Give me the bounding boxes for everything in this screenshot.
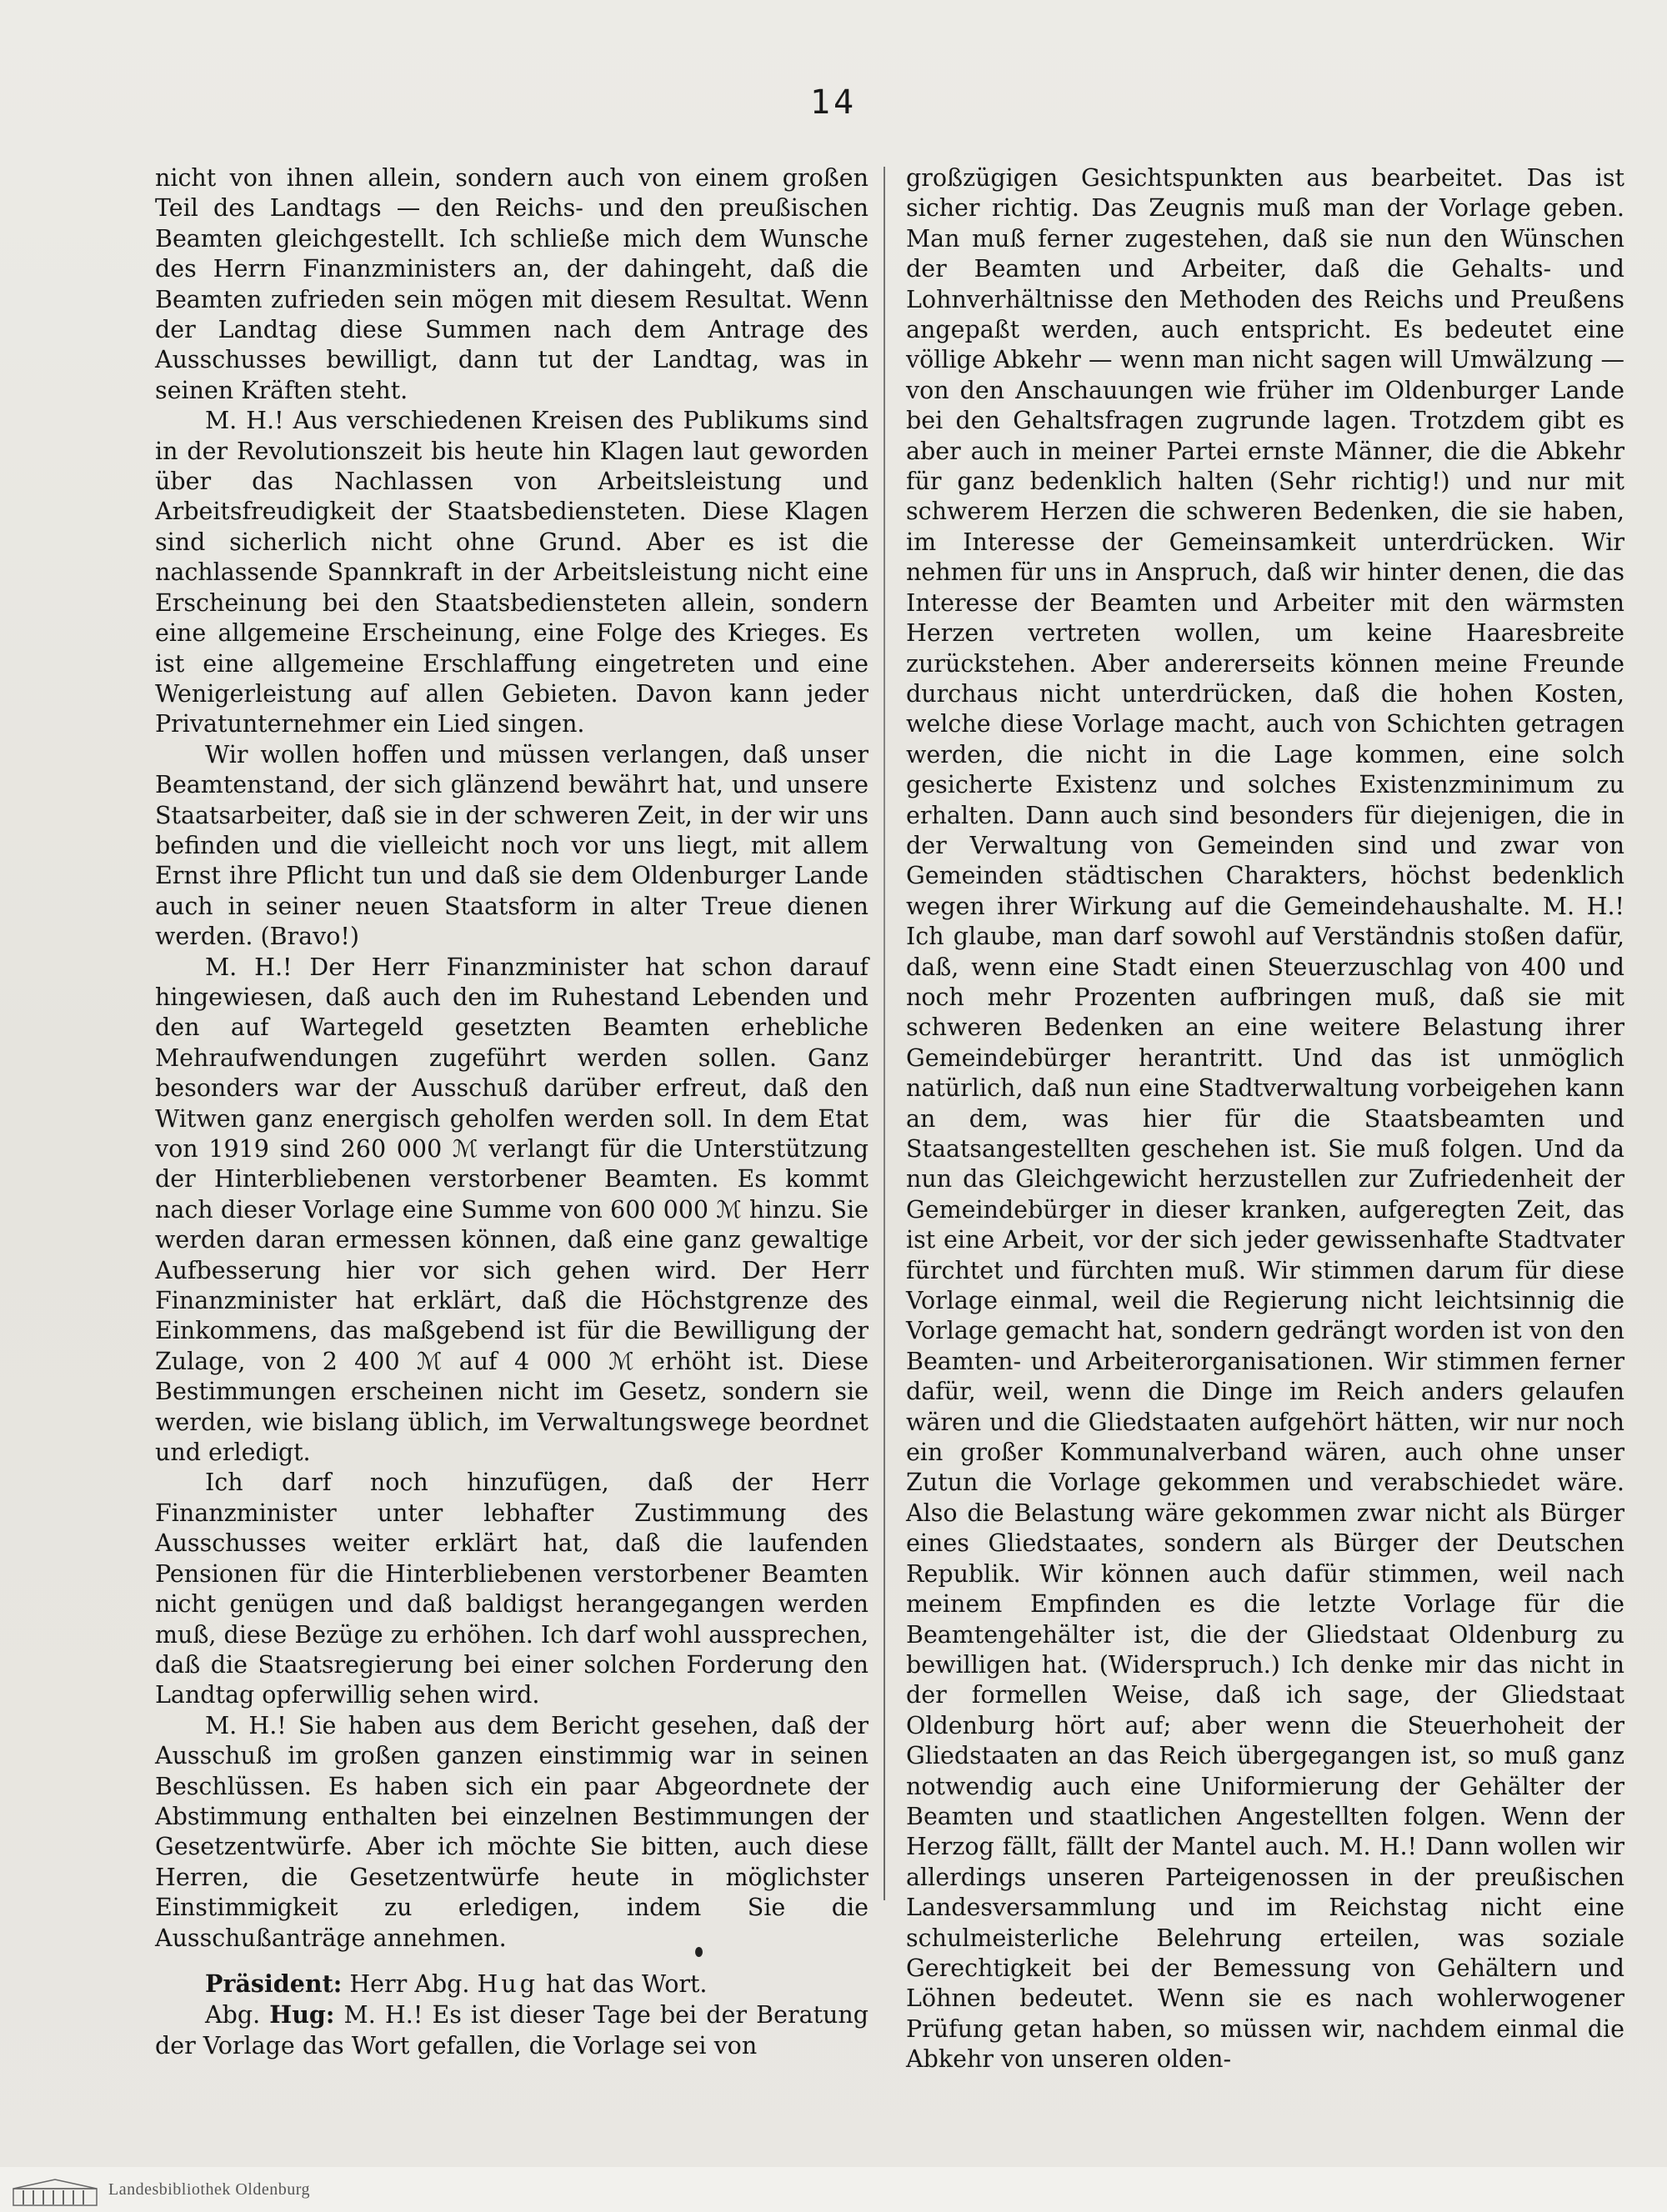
president-text-before: Herr Abg. [342,1969,478,1998]
left-paragraph-4: M. H.! Der Herr Finanzminister hat schon darauf hingewiesen, daß auch den im Ruhestand Lebenden und den auf Wartegeld gesetzten Beamten erhebliche Mehraufwendungen zugeführt werden sollen. Ganz besonders war der Ausschuß darüber erfreut, daß den Witwen ganz energisch geholfen werden soll. In dem Etat von 1919 sind 260 000 ℳ verlangt für die Unterstützung der Hinterbliebenen verstorbener Beamten. Es kommt nach dieser Vorlage eine Summe von 600 000 ℳ hinzu. Sie werden daran ermessen können, daß eine ganz gewaltige Aufbesserung hier vor sich gehen wird. Der Herr Finanzminister hat erklärt, daß die Höchstgrenze des Einkommens, das maßgebend ist für die Bewilligung der Zulage, von 2 400 ℳ auf 4 000 ℳ erhöht ist. Diese Bestimmungen erscheinen nicht im Gesetz, sondern sie werden, wie bislang üblich, im Verwaltungswege beordnet und erledigt. [155,953,869,1467]
column-divider [884,167,885,1900]
president-text-after: hat das Wort. [538,1969,708,1998]
left-paragraph-6: M. H.! Sie haben aus dem Bericht gesehen, daß der Ausschuß im großen ganzen einstimmig war in seinen Beschlüssen. Es haben sich ein paar Abgeordnete der Abstimmung enthalten bei einzelnen Bestimmungen der Gesetzentwürfe. Aber ich möchte Sie bitten, auch diese Herren, die Gesetzentwürfe heute in möglichster Einstimmigkeit zu erledigen, indem Sie die Ausschußanträge annehmen. [155,1711,869,1952]
left-paragraph-3: Wir wollen hoffen und müssen verlangen, daß unser Beamtenstand, der sich glänzend bewährt hat, und unsere Staatsarbeiter, daß sie in der schweren Zeit, in der wir uns befinden und die vielleicht noch vor uns liegt, mit allem Ernst ihre Pflicht tun und daß sie dem Oldenburger Lande auch in seiner neuen Staatsform in alter Treue dienen werden. (Bravo!) [155,740,869,951]
hug-statement [155,1999,869,2061]
hug-text: M. H.! Es ist dieser Tage bei der Beratung der Vorlage das Wort gefallen, die Vorlage sei von [155,2001,869,2059]
hug-speaker-label: Hug: [269,2000,335,2029]
left-column [155,163,869,2061]
right-paragraph-1: großzügigen Gesichtspunkten aus bearbeitet. Das ist sicher richtig. Das Zeugnis muß man der Vorlage geben. Man muß ferner zugestehen, daß sie nun den Wünschen der Beamten und Arbeiter, daß die Gehalts- und Lohnverhältnisse den Methoden des Reichs und Preußens angepaßt werden, auch entspricht. Es bedeutet eine völlige Abkehr — wenn man nicht sagen will Umwälzung — von den Anschauungen wie früher im Oldenburger Lande bei den Gehaltsfragen zugrunde lagen. Trotzdem gibt es aber auch in meiner Partei ernste Männer, die die Abkehr für ganz bedenklich halten (Sehr richtig!) und nur mit schwerem Herzen die schweren Bedenken, die sie haben, im Interesse der Gemeinsamkeit unterdrücken. Wir nehmen für uns in Anspruch, daß wir hinter denen, die das Interesse der Beamten und Arbeiter mit den wärmsten Herzen vertreten wollen, um keine Haaresbreite zurückstehen. Aber andererseits können meine Freunde durchaus nicht unterdrücken, daß die hohen Kosten, welche diese Vorlage macht, auch von Schichten getragen werden, die nicht in die Lage kommen, eine solch gesicherte Existenz und solches Existenzminimum zu erhalten. Dann auch sind besonders für diejenigen, die in der Verwaltung von Gemeinden sind und zwar von Gemeinden städtischen Charakters, höchst bedenklich wegen ihrer Wirkung auf die Gemeindehaushalte. M. H.! Ich glaube, man darf sowohl auf Verständnis stoßen dafür, daß, wenn eine Stadt einen Steuerzuschlag von 400 und noch mehr Prozenten aufbringen muß, daß sie mit schweren Bedenken an eine weitere Belastung ihrer Gemeindebürger herantritt. Und das ist unmöglich natürlich, daß nun eine Stadtverwaltung vorbeigehen kann an dem, was hier für die Staatsbeamten und Staatsangestellten geschehen ist. Sie muß folgen. Und da nun das Gleichgewicht herzustellen zur Zufriedenheit der Gemeindebürger in dieser kranken, aufgeregten Zeit, das ist eine Arbeit, vor der sich jeder gewissenhafte Stadtvater fürchtet und fürchten muß. Wir stimmen darum für diese Vorlage einmal, weil die Regierung nicht leichtsinnig die Vorlage gemacht hat, sondern gedrängt worden ist von den Beamten- und Arbeiterorganisationen. Wir stimmen ferner dafür, weil, wenn die Dinge im Reich anders gelaufen wären und die Gliedstaaten aufgehört hätten, wir nur noch ein großer Kommunalverband wären, auch ohne unser Zutun die Vorlage gekommen und verabschiedet wäre. Also die Belastung wäre gekommen zwar nicht als Bürger eines Gliedstaates, sondern als Bürger der Deutschen Republik. Wir können auch dafür stimmen, weil nach meinem Empfinden es die letzte Vorlage für die Beamtengehälter ist, die der Gliedstaat Oldenburg zu bewilligen hat. (Widerspruch.) Ich denke mir das nicht in der formellen Weise, daß ich sage, der Gliedstaat Oldenburg hört auf; aber wenn die Steuerhoheit der Gliedstaaten an das Reich übergegangen ist, so muß ganz notwendig auch eine Uniformierung der Gehälter der Beamten und staatlichen Angestellten folgen. Wenn der Herzog fällt, fällt der Mantel auch. M. H.! Dann wollen wir allerdings unseren Parteigenossen in der preußischen Landesversammlung und im Reichstag nicht eine schulmeisterliche Belehrung erteilen, was soziale Gerechtigkeit bei der Bemessung von Gehältern und Löhnen bedeutet. Wenn sie es nach wohlerwogener Prüfung getan haben, so müssen wir, nachdem einmal die Abkehr von unseren olden- [906,164,1624,2074]
footer-bar [0,2167,1667,2212]
page-number: 14 [809,83,858,122]
president-speaker-label: Präsident: [205,1969,343,1998]
left-paragraph-1: nicht von ihnen allein, sondern auch von einem großen Teil des Landtags — den Reichs- und den preußischen Beamten gleichgestellt. Ich schließe mich dem Wunsche des Herrn Finanzministers an, der dahingeht, daß die Beamten zufrieden sein mögen mit diesem Resultat. Wenn der Landtag diese Summen nach dem Antrage des Ausschusses bewilligt, dann tut der Landtag, was in seinen Kräften steht. [155,164,869,404]
ink-mark [695,1947,703,1957]
left-paragraph-2: M. H.! Aus verschiedenen Kreisen des Publikums sind in der Revolutionszeit bis heute hin Klagen laut geworden über das Nachlassen von Arbeitsleistung und Arbeitsfreudigkeit der Staatsbediensteten. Diese Klagen sind sicherlich nicht ohne Grund. Aber es ist die nachlassende Spannkraft in der Arbeitsleistung nicht eine Erscheinung bei den Staatsbediensteten allein, sondern eine allgemeine Erscheinung, eine Folge des Krieges. Es ist eine allgemeine Erschlaffung eingetreten und eine Wenigerleistung auf allen Gebieten. Davon kann jeder Privatunternehmer ein Lied singen. [155,407,869,738]
library-building-icon [12,2177,98,2207]
left-paragraph-5: Ich darf noch hinzufügen, daß der Herr Finanzminister unter lebhafter Zustimmung des Ausschusses weiter erklärt hat, daß die laufenden Pensionen für die Hinterbliebenen verstorbener Beamten nicht genügen und daß baldigst herangegangen werden muß, diese Bezüge zu erhöhen. Ich darf wohl aussprechen, daß die Staatsregierung bei einer solchen Forderung den Landtag opferwillig sehen wird. [155,1469,869,1709]
library-name: Landesbibliothek Oldenburg [108,2180,311,2199]
president-named-speaker: Hug [477,1969,538,1998]
president-statement [155,1969,869,1999]
right-column [906,163,1624,2075]
hug-prefix: Abg. [205,2001,270,2029]
